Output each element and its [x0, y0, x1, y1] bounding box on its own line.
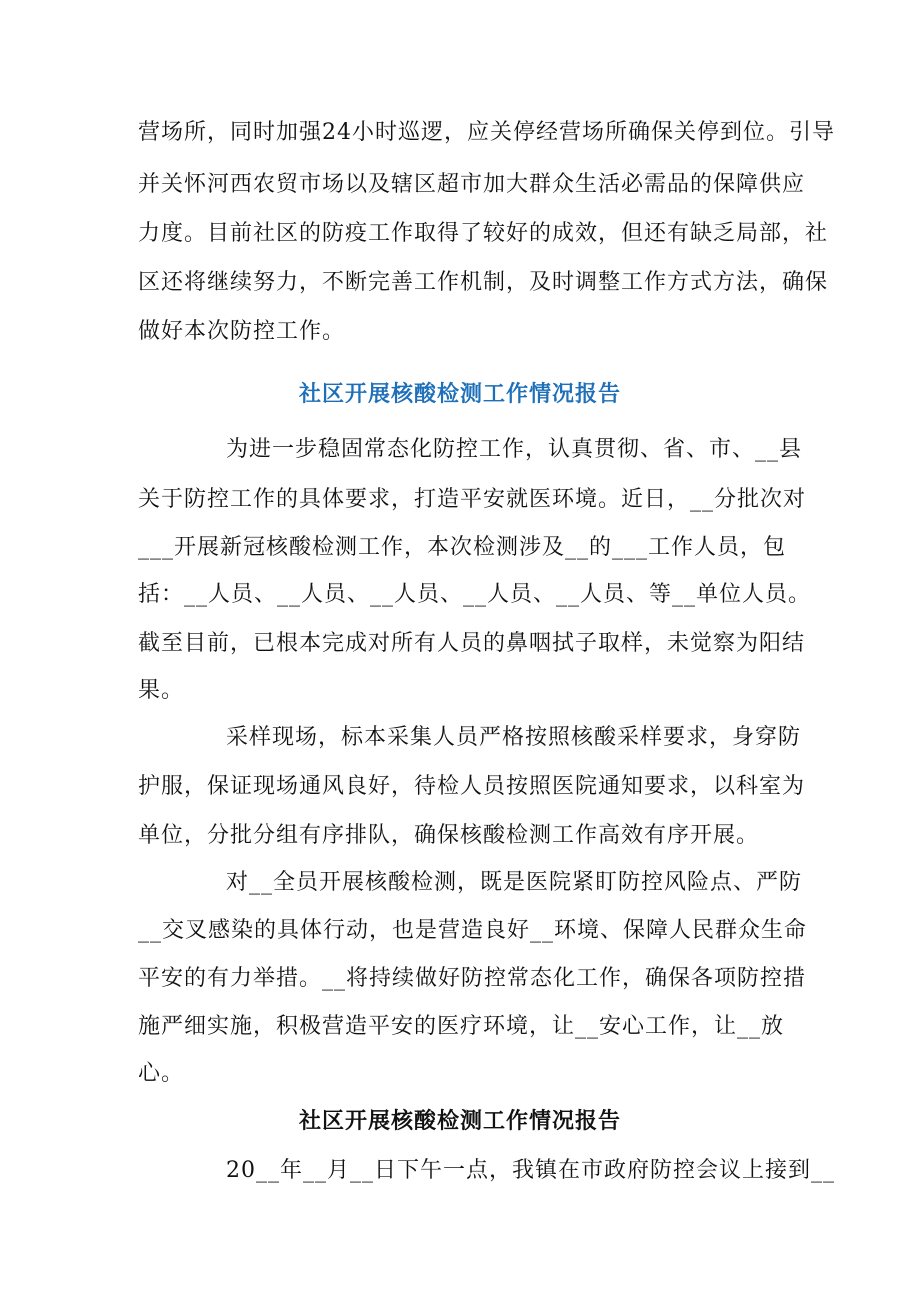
section-1-p3-line-4: 施严细实施，积极营造平安的医疗环境，让__安心工作，让__放 [138, 1014, 785, 1039]
section-1-p1-line-5: 截至目前，已根本完成对所有人员的鼻咽拭子取样，未觉察为阳结 [138, 631, 806, 656]
section-2-p1-line-1: 20__年__月__日下午一点，我镇在市政府防控会议上接到__ [226, 1158, 835, 1183]
section-1-heading: 社区开展核酸检测工作情况报告 [298, 382, 621, 407]
section-1-p3-line-2: __交叉感染的具体行动，也是营造良好__环境、保障人民群众生命 [138, 918, 808, 943]
section-1-p1-line-1: 为进一步稳固常态化防控工作，认真贯彻、省、市、__县 [226, 437, 803, 462]
intro-line-1: 营场所，同时加强24小时巡逻，应关停经营场所确保关停到位。引导 [138, 120, 835, 145]
section-1-p1-line-3: ___开展新冠核酸检测工作，本次检测涉及__的___工作人员，包 [138, 535, 787, 560]
section-1-p3-line-5: 心。 [138, 1061, 185, 1086]
section-1-p1-line-4: 括：__人员、__人员、__人员、__人员、__人员、等__单位人员。 [138, 582, 812, 607]
section-1-p2-line-1: 采样现场，标本采集人员严格按照核酸采样要求，身穿防 [226, 725, 802, 750]
section-1-p1-line-2: 关于防控工作的具体要求，打造平安就医环境。近日，__分批次对 [138, 487, 807, 512]
intro-line-3: 力度。目前社区的防疫工作取得了较好的成效，但还有缺乏局部，社 [138, 221, 829, 246]
section-1-p2-line-3: 单位，分批分组有序排队，确保核酸检测工作高效有序开展。 [138, 823, 760, 848]
section-1-p2-line-2: 护服，保证现场通风良好，待检人员按照医院通知要求，以科室为 [138, 774, 806, 799]
section-1-p1-line-6: 果。 [138, 678, 185, 703]
section-2-heading: 社区开展核酸检测工作情况报告 [298, 1109, 621, 1134]
intro-line-4: 区还将继续努力，不断完善工作机制，及时调整工作方式方法，确保 [138, 270, 829, 295]
section-1-p3-line-1: 对__全员开展核酸检测，既是医院紧盯防控风险点、严防 [226, 870, 803, 895]
intro-line-5: 做好本次防控工作。 [138, 319, 346, 344]
intro-line-2: 并关怀河西农贸市场以及辖区超市加大群众生活必需品的保障供应 [138, 172, 806, 197]
section-1-p3-line-3: 平安的有力举措。__将持续做好防控常态化工作，确保各项防控措 [138, 966, 807, 991]
